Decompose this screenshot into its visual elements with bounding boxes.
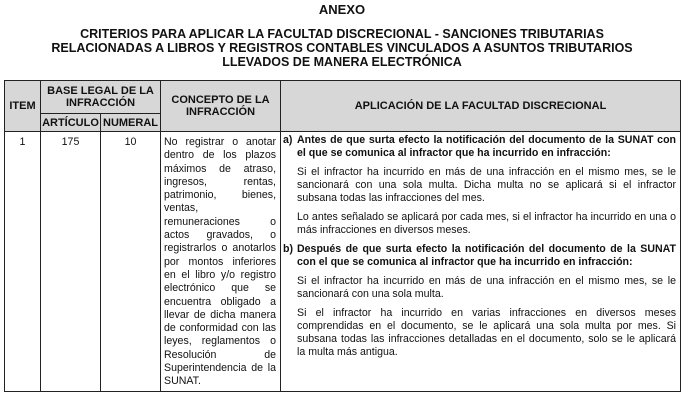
section-a-paragraph-2: Lo antes señalado se aplicará por cada mes, si el infractor ha incurrido en una o más infracciones en diversos meses. [297,211,677,236]
section-a-paragraph-1: Si el infractor ha incurrido en más de una infracción en el mismo mes, se le sancionará con una sola multa. Dicha multa no se aplicará si el infractor subsana todas las infracciones del mes. [297,166,677,204]
cell-item: 1 [5,132,41,392]
cell-aplicacion [281,132,681,392]
title-line: LLEVADOS DE MANERA ELECTRÓNICA [222,55,462,69]
section-a-letter: a) [283,134,293,146]
cell-articulo: 175 [41,132,101,392]
criteria-table [4,80,681,392]
header-numeral: NUMERAL [101,114,161,132]
section-b-paragraph-1: Si el infractor ha incurrido en más de una infracción en el mismo mes, se le sancionará con una sola multa. [297,275,677,300]
annex-heading: ANEXO [318,2,366,17]
document-title [10,27,674,69]
header-articulo: ARTÍCULO [41,114,101,132]
section-a-heading [283,134,676,160]
header-item: ITEM [5,81,41,132]
section-b-paragraph-2: Si el infractor ha incurrido en varias infracciones en diversos meses comprendidas en el documento, se le aplicará una sola multa por mes. Si subsana todas las infracciones detalladas en el documento, solo se le aplicará la multa más antigua. [297,307,677,358]
header-base-legal: BASE LEGAL DE LA INFRACCIÓN [41,81,161,114]
cell-concepto: No registrar o anotar dentro de los plazos máximos de atraso, ingresos, rentas, patrimonio, bienes, ventas, remuneraciones o actos gravados, o registrarlos o anotarlos por montos inferiores en el libro y/o registro electrónico que se encuentra obligado a llevar de dicha manera de conformidad con las leyes, reglamentos o Resolución de Superintendencia de la SUNAT. [161,132,281,392]
section-b-heading-text: Después de que surta efecto la notificación del documento de la SUNAT con el que se comunica al infractor que ha incurrido en infracción: [297,243,677,268]
section-a-heading-text: Antes de que surta efecto la notificación del documento de la SUNAT con el que se comunica al infractor que ha incurrido en infracción: [297,134,677,159]
title-line: RELACIONADAS A LIBROS Y REGISTROS CONTABLES VINCULADOS A ASUNTOS TRIBUTARIOS [51,41,633,55]
section-b-heading [283,243,676,269]
header-concepto: CONCEPTO DE LA INFRACCIÓN [161,81,281,132]
section-b-letter: b) [283,243,294,255]
header-aplicacion: APLICACIÓN DE LA FACULTAD DISCRECIONAL [281,81,681,132]
table-row [5,132,681,392]
cell-numeral: 10 [101,132,161,392]
title-line: CRITERIOS PARA APLICAR LA FACULTAD DISCRECIONAL - SANCIONES TRIBUTARIAS [80,27,604,41]
